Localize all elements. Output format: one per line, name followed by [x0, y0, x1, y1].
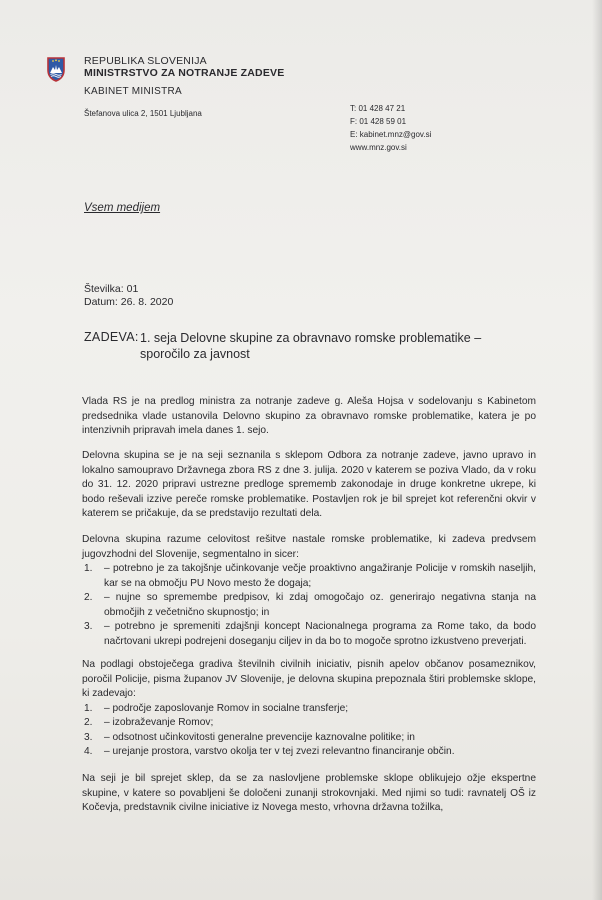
- list-item-text: – potrebno je za takojšnje učinkovanje večje proaktivno angažiranje Policije v romskih naseljih, kar se na območju PU Novo mesto že dogaja;: [104, 563, 536, 589]
- list-item: [82, 745, 536, 760]
- list-item-number: 4.: [84, 746, 93, 757]
- paragraph-1: Vlada RS je na predlog ministra za notranje zadeve g. Aleša Hojsa v sodelovanju s Kabinetom predsednika vlade ustanovila Delovno skupino za obravnavo romske problematike, katera je po intenzivnih pripravah imela danes 1. sejo.: [82, 396, 536, 436]
- contact-fax: F: 01 428 59 01: [350, 117, 407, 126]
- document-meta: [84, 283, 173, 309]
- list-item: [82, 716, 536, 731]
- subject-text: 1. seja Delovne skupine za obravnavo romske problematike – sporočilo za javnost: [140, 331, 482, 361]
- list-item-text: – odsotnost učinkovitosti generalne prevencije kaznovalne politike; in: [104, 731, 415, 743]
- list-item-number: 3.: [84, 731, 93, 743]
- solution-list: [82, 562, 536, 649]
- paragraph-3-intro: Delovna skupina razume celovitost rešitve nastale romske problematike, ki zadeva predvsem jugovzhodni del Slovenije, segmentalno in sicer:: [82, 534, 536, 560]
- list-item: [82, 591, 536, 620]
- paragraph-4: [82, 658, 536, 760]
- slovenia-coat-of-arms-icon: [46, 56, 66, 82]
- list-item-number: 3.: [84, 621, 93, 632]
- header-ministry: MINISTRSTVO ZA NOTRANJE ZADEVE: [84, 67, 285, 79]
- problem-cluster-list: [82, 702, 536, 760]
- document-number: Številka: 01: [84, 283, 139, 295]
- paragraph-3: [82, 533, 536, 649]
- paragraph-4-intro: Na podlagi obstoječega gradiva številnih civilnih iniciativ, pisnih apelov občanov posameznikov, poročil Policije, pisma županov JV Slovenije, je delovna skupina prepoznala štiri problemske sklope, ki zadevajo:: [82, 659, 536, 699]
- contact-block: [350, 102, 431, 154]
- list-item-text: – izobraževanje Romov;: [104, 717, 214, 728]
- list-item-text: – področje zaposlovanje Romov in socialne transferje;: [104, 702, 349, 714]
- recipient-line: Vsem medijem: [84, 202, 161, 214]
- header-cabinet: KABINET MINISTRA: [84, 86, 182, 97]
- list-item: [82, 562, 536, 591]
- contact-web: www.mnz.gov.si: [350, 143, 407, 152]
- list-item-number: 1.: [84, 702, 93, 714]
- list-item-text: – nujne so spremembe predpisov, ki zdaj omogočajo oz. generirajo negativna stanja na območjih z večetnično skupnostjo; in: [104, 592, 536, 618]
- list-item: [82, 731, 536, 746]
- paragraph-2: Delovna skupina se je na seji seznanila s sklepom Odbora za notranje zadeve, javno upravo in lokalno samoupravo Državnega zbora RS z dne 3. julija. 2020 v katerem se poziva Vlado, da v roku do 31. 12. 2020 pripravi ustrezne predloge sprememb zakonodaje in druge konkretne ukrepe, ki bodo reševali izzive pereče romske problematike. Postavljen rok je bil sprejet kot referenčni okvir v katerem se pričakuje, da se predstavijo rezultati dela.: [82, 450, 536, 519]
- paragraph-5: Na seji je bil sprejet sklep, da se za naslovljene problemske sklope oblikujejo ožje ekspertne skupine, v katere so povabljeni še določeni zunanji strokovnjaki. Med njimi so tudi: ravnatelj OŠ iz Kočevja, predstavnik civilne iniciative iz Novega mesto, vrhovna državna tožilka,: [82, 773, 536, 813]
- list-item: [82, 620, 536, 649]
- contact-phone: T: 01 428 47 21: [350, 104, 406, 113]
- list-item-text: – urejanje prostora, varstvo okolja ter v tej zvezi relevantno financiranje občin.: [104, 746, 455, 757]
- subject-label: ZADEVA:: [84, 330, 139, 344]
- list-item-text: – potrebno je spremeniti zdajšnji koncept Nacionalnega programa za Rome tako, da bodo načrtovani ukrepi podrejeni doseganju ciljev in da bo to mogoče sprotno izkustveno preverjati.: [104, 621, 536, 647]
- contact-email: E: kabinet.mnz@gov.si: [350, 130, 432, 139]
- list-item-number: 1.: [84, 563, 93, 574]
- header-address: Štefanova ulica 2, 1501 Ljubljana: [84, 109, 202, 118]
- list-item-number: 2.: [84, 592, 93, 603]
- list-item-number: 2.: [84, 717, 93, 728]
- header-republic: REPUBLIKA SLOVENIJA: [84, 55, 207, 67]
- document-date: Datum: 26. 8. 2020: [84, 296, 174, 308]
- list-item: [82, 702, 536, 717]
